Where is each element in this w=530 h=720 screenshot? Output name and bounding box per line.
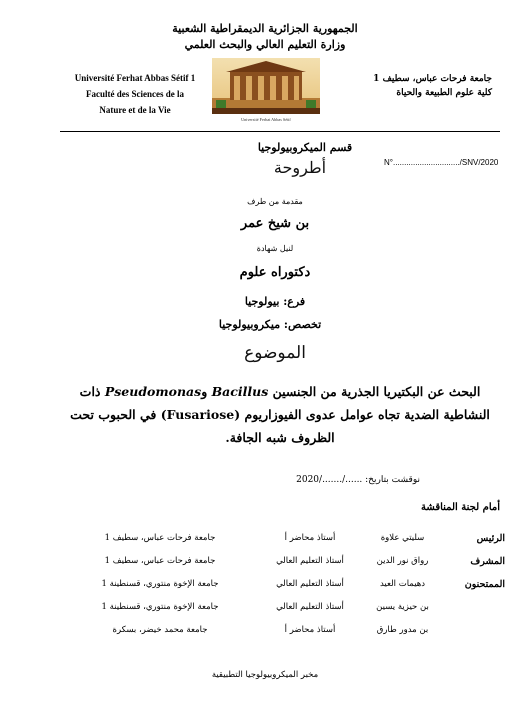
jury-member-rank: أستاذ التعليم العالي bbox=[276, 579, 344, 589]
specialty-label: تخصص: ميكروبيولوجيا bbox=[218, 318, 322, 331]
subject-heading: الموضوع bbox=[244, 343, 306, 363]
title-genus-bacillus: Bacillus bbox=[211, 384, 269, 399]
reference-number: N°............................../SNV/2020 bbox=[384, 158, 499, 167]
jury-role: الرئيس bbox=[476, 533, 505, 544]
jury-row bbox=[55, 556, 505, 576]
jury-member-name: بن حيزية يسين bbox=[376, 602, 429, 612]
document-type: أطروحة bbox=[273, 158, 327, 177]
university-logo bbox=[212, 58, 320, 122]
jury-member-rank: أستاذ محاضر أ bbox=[284, 533, 336, 543]
degree-name: دكتوراه علوم bbox=[239, 265, 311, 280]
jury-role: المشرف bbox=[470, 556, 505, 567]
university-ar-line2: كلية علوم الطبيعة والحياة bbox=[396, 88, 492, 98]
ministry-header: وزارة التعليم العالي والبحث العلمي bbox=[184, 38, 346, 51]
jury-row bbox=[55, 579, 505, 599]
university-fr-line2: Faculté des Sciences de la bbox=[86, 89, 184, 99]
university-arabic-block bbox=[352, 72, 492, 100]
jury-member-name: بن مدور طارق bbox=[376, 625, 429, 635]
jury-role: الممتحنون bbox=[464, 579, 505, 590]
jury-heading: أمام لجنة المناقشة bbox=[421, 502, 500, 513]
jury-member-institution: جامعة فرحات عباس، سطيف 1 bbox=[104, 556, 216, 566]
jury-row bbox=[55, 602, 505, 622]
title-part1: البحث عن البكتيريا الجذرية من الجنسين bbox=[268, 384, 481, 399]
university-fr-line1: Université Ferhat Abbas Sétif 1 bbox=[74, 73, 196, 83]
department-name: قسم الميكروبيولوجيا bbox=[257, 141, 353, 154]
republic-header: الجمهورية الجزائرية الديمقراطية الشعبية bbox=[172, 22, 358, 35]
jury-member-institution: جامعة محمد خيضر، بسكرة bbox=[112, 625, 208, 635]
defense-date: نوقشت بتاريخ: ....../......./2020 bbox=[296, 475, 420, 485]
presented-by-label: مقدمة من طرف bbox=[247, 197, 303, 206]
jury-member-institution: جامعة فرحات عباس، سطيف 1 bbox=[104, 533, 216, 543]
title-part2: ذات النشاطية الضدية تجاه عوامل عدوى الفيوزاريوم (Fusariose) في الحبوب تحت الظروف شبه الجافة. bbox=[70, 384, 490, 445]
university-fr-line3: Nature et de la Vie bbox=[99, 105, 171, 115]
header-divider bbox=[60, 131, 500, 132]
title-conjunction: و bbox=[201, 384, 212, 399]
jury-row bbox=[55, 625, 505, 645]
university-french-block bbox=[60, 70, 210, 118]
jury-member-name: سليتي علاوة bbox=[380, 533, 425, 543]
jury-member-institution: جامعة الإخوة منتوري، قسنطينة 1 bbox=[101, 602, 219, 612]
title-genus-pseudomonas: Pseudomonas bbox=[104, 384, 202, 399]
branch-label: فرع: بيولوجيا bbox=[244, 295, 306, 308]
jury-member-rank: أستاذ محاضر أ bbox=[284, 625, 336, 635]
jury-member-name: رواق نور الدين bbox=[376, 556, 429, 566]
jury-member-rank: أستاذ التعليم العالي bbox=[276, 556, 344, 566]
for-degree-label: لنيل شهادة bbox=[256, 244, 294, 253]
logo-caption: Université Ferhat Abbas Sétif bbox=[241, 117, 291, 122]
author-name: بن شيخ عمر bbox=[240, 216, 310, 231]
laboratory-name: مخبر الميكروبيولوجيا التطبيقية bbox=[211, 670, 319, 680]
jury-member-rank: أستاذ التعليم العالي bbox=[276, 602, 344, 612]
thesis-title bbox=[60, 380, 500, 449]
university-ar-line1: جامعة فرحات عباس، سطيف 1 bbox=[373, 74, 492, 84]
jury-member-name: دهيمات العيد bbox=[379, 579, 426, 589]
jury-member-institution: جامعة الإخوة منتوري، قسنطينة 1 bbox=[101, 579, 219, 589]
jury-row bbox=[55, 533, 505, 553]
